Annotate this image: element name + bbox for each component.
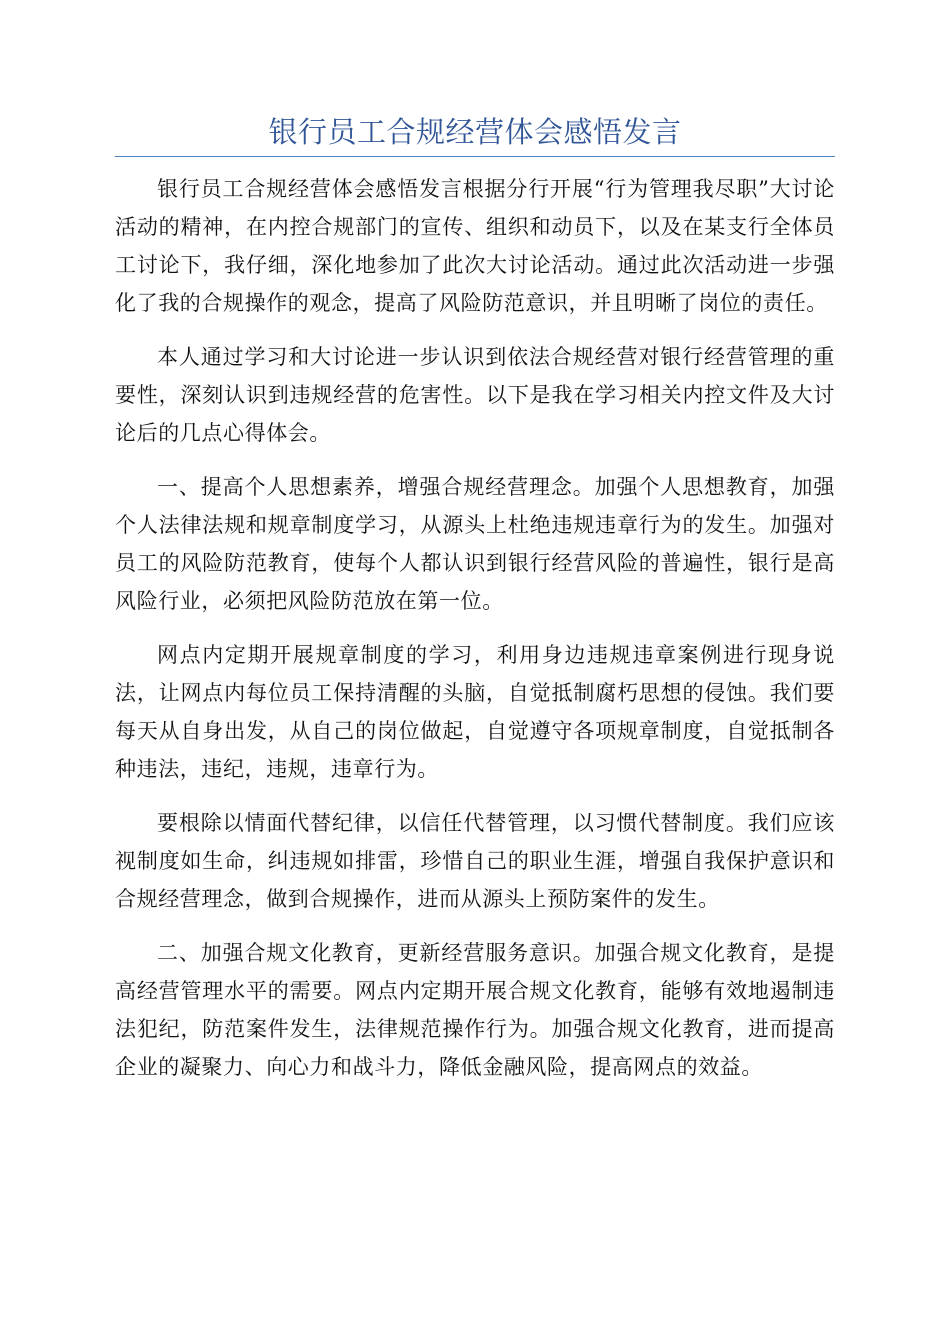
paragraph-5: 要根除以情面代替纪律，以信任代替管理，以习惯代替制度。我们应该视制度如生命，纠违规如排雷，珍惜自己的职业生涯，增强自我保护意识和合规经营理念，做到合规操作，进而从源头上预防案件的发生。 [115, 811, 835, 911]
paragraph-6: 二、加强合规文化教育，更新经营服务意识。加强合规文化教育，是提高经营管理水平的需要。网点内定期开展合规文化教育，能够有效地遏制违法犯纪，防范案件发生，法律规范操作行为。加强合规文化教育，进而提高企业的凝聚力、向心力和战斗力，降低金融风险，提高网点的效益。 [115, 941, 835, 1079]
title-block [115, 112, 835, 157]
paragraph-3: 一、提高个人思想素养，增强合规经营理念。加强个人思想教育，加强个人法律法规和规章制度学习，从源头上杜绝违规违章行为的发生。加强对员工的风险防范教育，使每个人都认识到银行经营风险的普遍性，银行是高风险行业，必须把风险防范放在第一位。 [115, 475, 835, 613]
paragraph-1: 银行员工合规经营体会感悟发言根据分行开展“行为管理我尽职”大讨论活动的精神，在内控合规部门的宣传、组织和动员下，以及在某支行全体员工讨论下，我仔细，深化地参加了此次大讨论活动。通过此次活动进一步强化了我的合规操作的观念，提高了风险防范意识，并且明晰了岗位的责任。 [115, 177, 835, 315]
paragraph-2: 本人通过学习和大讨论进一步认识到依法合规经营对银行经营管理的重要性，深刻认识到违规经营的危害性。以下是我在学习相关内控文件及大讨论后的几点心得体会。 [115, 345, 835, 445]
document-title: 银行员工合规经营体会感悟发言 [268, 115, 682, 149]
paragraph-4: 网点内定期开展规章制度的学习，利用身边违规违章案例进行现身说法，让网点内每位员工保持清醒的头脑，自觉抵制腐朽思想的侵蚀。我们要每天从自身出发，从自己的岗位做起，自觉遵守各项规章制度，自觉抵制各种违法，违纪，违规，违章行为。 [115, 643, 835, 781]
document-body [115, 170, 835, 1102]
